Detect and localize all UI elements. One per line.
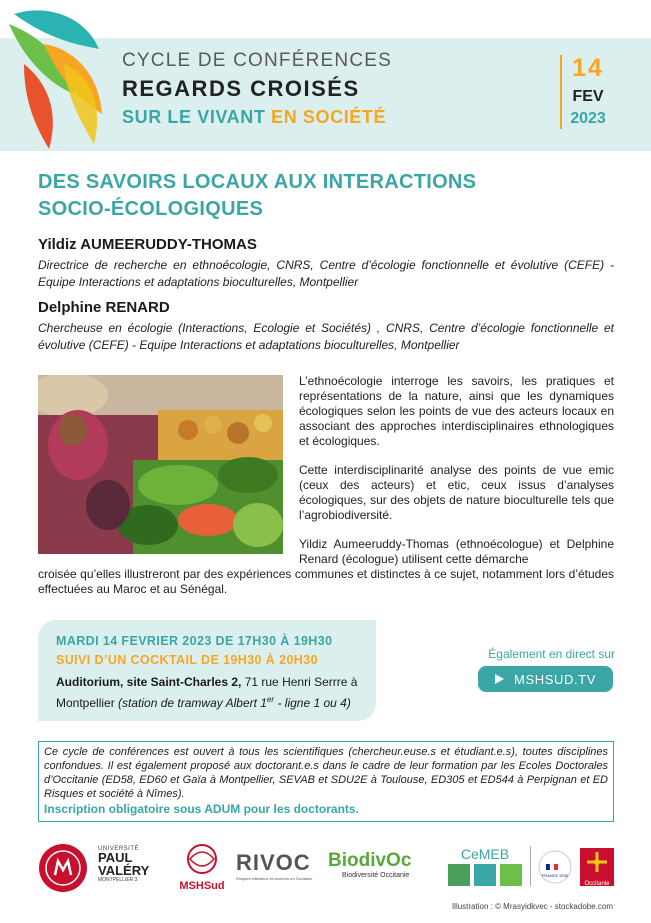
cemeb-tiles-icon (446, 862, 524, 888)
speaker-desc-1: Directrice de recherche en ethnoécologie, CNRS, Centre d’écologie fonctionnelle et évolutive (CEFE) - Equipe Interactions et adaptations bioculturelles, Montpellier (38, 258, 614, 289)
illustration-credit: Illustration : © Mrasyidkvec - stockadobe.com (451, 902, 613, 911)
series-title: REGARDS CROISÉS (122, 76, 360, 101)
logo-divider (530, 846, 531, 886)
venue-tram-note: (station de tramway Albert 1 (118, 696, 267, 710)
cycle-title: CYCLE DE CONFÉRENCES (122, 50, 392, 71)
date-month: FEV (572, 88, 604, 105)
cemeb-logo (446, 846, 524, 892)
university-montpellier-logo (38, 843, 88, 893)
occitan-cross-icon (580, 848, 614, 876)
occitanie-logo (580, 848, 614, 886)
paul-valery-top: UNIVERSITÉ (98, 846, 140, 852)
rivoc-sub: Risques infectieux et vecteurs en Occitanie (236, 876, 313, 881)
occitanie-label: Occitanie (584, 881, 610, 887)
subtitle-part2: EN SOCIÉTÉ (271, 107, 387, 127)
venue-name: Auditorium, site Saint-Charles 2, (56, 675, 242, 689)
title-line2: SOCIO-ÉCOLOGIQUES (38, 198, 264, 220)
mshsud-label: MSHSud (179, 880, 225, 892)
speaker-name-2: Delphine RENARD (38, 299, 170, 316)
subtitle-part1: SUR LE VIVANT (122, 107, 266, 127)
paul-valery-name2: VALÉRY (98, 863, 150, 878)
paul-valery-name: PAUL (98, 850, 133, 865)
paul-valery-sub: MONTPELLIER 3 (98, 877, 138, 883)
france-2030-label: FRANCE 2030 (541, 873, 569, 878)
live-button-label: MSHSUD.TV (514, 671, 596, 687)
france-2030-logo (538, 850, 572, 884)
biodivoc-sub: Biodiversité Occitanie (342, 872, 410, 879)
cemeb-label: CeMEB (460, 846, 510, 862)
mshsud-logo (176, 843, 228, 893)
info-text: Ce cycle de conférences est ouvert à tous les scientifiques (chercheur.euse.s et étudiant.e.s), toutes disciplines confondues. Il est également proposé aux doctorant.e.s dans le cadre de leur formation par les Ecoles Doctorales d’Occitanie (ED58, ED60 et Gaïa à Montpellier, SEVAB et SDU2E à Toulouse, ED305 et ED544 à Perpignan et ED Risques et société à Nîmes). (44, 746, 608, 800)
speaker-name-1: Yildiz AUMEERUDDY-THOMAS (38, 236, 257, 253)
event-address (56, 673, 366, 712)
colorful-leaf-logo (4, 4, 114, 154)
series-subtitle (122, 107, 386, 128)
market-photo (38, 375, 283, 554)
body-paragraph-2: Cette interdisciplinarité analyse des points de vue emic (ceux des acteurs) et etic, ceux issus d’analyses écologiques, sur des objets de nature bioculturelle tels que l’agrobiodiversité. (299, 463, 614, 522)
body-paragraph-3-start: Yildiz Aumeeruddy-Thomas (ethnoécologue) et Delphine Renard (écologue) utilisent cette démarche (299, 537, 614, 566)
paul-valery-logo (98, 846, 168, 892)
event-schedule: MARDI 14 FEVRIER 2023 DE 17H30 À 19H30 (56, 634, 333, 648)
mshsud-emblem-icon (176, 843, 228, 875)
date-day: 14 (572, 54, 604, 82)
body-paragraph-1: L’ethnoécologie interroge les savoirs, les pratiques et représentations de la nature, ainsi que les dynamiques écologiques selon les points de vue des acteurs locaux en associant des approches interdisciplinaires ethnologiques et écologiques. (299, 374, 614, 448)
venue-tram-note-end: - ligne 1 ou 4) (274, 696, 351, 710)
live-label: Également en direct sur (488, 647, 615, 661)
title-line1: DES SAVOIRS LOCAUX AUX INTERACTIONS (38, 171, 477, 193)
conference-title (38, 169, 618, 223)
date-separator (560, 55, 562, 129)
event-cocktail: SUIVI D’UN COCKTAIL DE 19H30 À 20H30 (56, 653, 318, 667)
info-registration: Inscription obligatoire sous ADUM pour les doctorants. (44, 802, 359, 816)
rivoc-label: RIVOC (236, 850, 311, 875)
play-icon (495, 674, 504, 684)
body-paragraph-3-end: croisée qu’elles illustreront par des expériences communes et distinctes à ce sujet, notamment lors d’études effectuées au Maroc et au Sénégal. (38, 567, 614, 596)
biodivoc-label: BiodivOc (328, 850, 412, 871)
live-stream-button[interactable] (478, 666, 613, 692)
venue-address: 71 rue Henri Serrre à Montpellier (56, 675, 358, 710)
speaker-desc-2: Chercheuse en écologie (Interactions, Ecologie et Sociétés) , CNRS, Centre d’écologie fonctionnelle et évolutive (CEFE) - Equipe Interactions et adaptations bioculturelles, Montpellier (38, 321, 614, 352)
date-year: 2023 (570, 110, 606, 127)
rivoc-logo (236, 850, 316, 890)
venue-tram-sup: er (266, 695, 275, 704)
biodivoc-logo (328, 850, 438, 890)
